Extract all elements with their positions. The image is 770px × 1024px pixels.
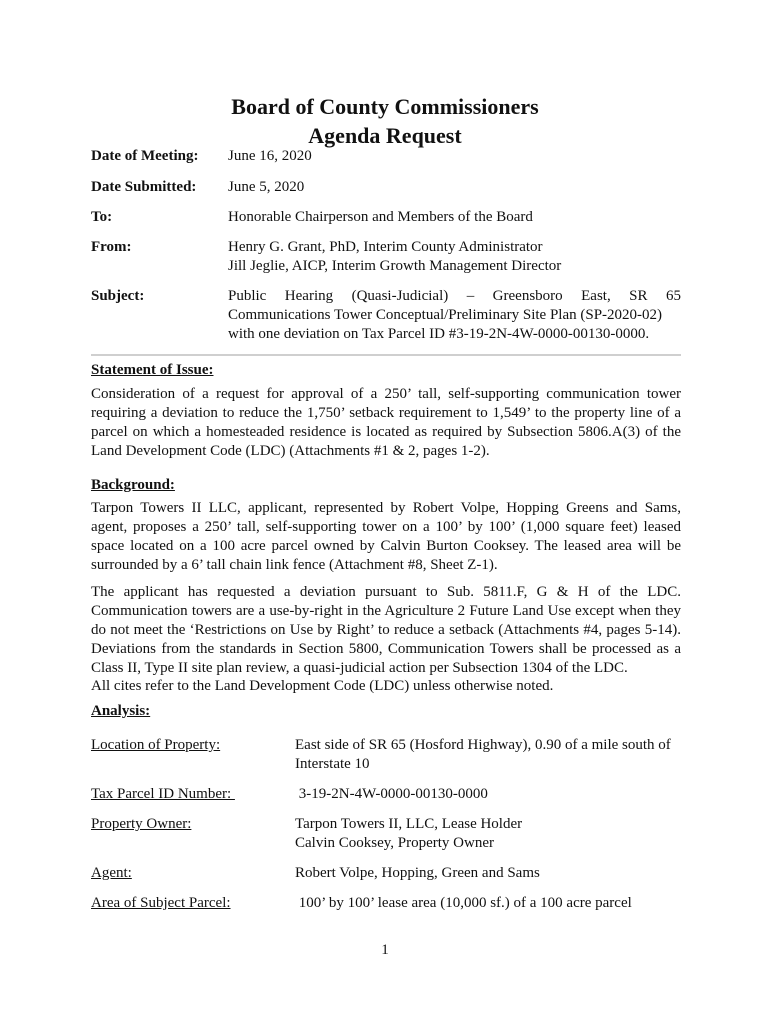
subject-line: with one deviation on Tax Parcel ID #3-19-2N-4W-0000-00130-0000.: [228, 326, 650, 342]
statement-heading: Statement of Issue:: [91, 362, 214, 378]
paragraph-line: Deviations from the standards in Section 5800, Communication Towers shall be processed as a: [91, 641, 681, 657]
subject-line: Public Hearing (Quasi-Judicial) – Greensboro East, SR 65: [228, 288, 681, 304]
analysis-row-owner: [91, 815, 681, 853]
analysis-value: Tarpon Towers II, LLC, Lease Holder: [295, 816, 523, 832]
to-label: To:: [91, 209, 113, 225]
from-line: Jill Jeglie, AICP, Interim Growth Management Director: [228, 258, 562, 274]
analysis-value: East side of SR 65 (Hosford Highway), 0.90 of a mile south of: [295, 737, 671, 753]
paragraph-line: requiring a deviation to reduce the 1,750’ setback requirement to 1,549’ to the property line of a: [91, 405, 681, 421]
paragraph-line: The applicant has requested a deviation pursuant to Sub. 5811.F, G & H of the LDC.: [91, 584, 681, 600]
background-paragraph-3: [91, 677, 681, 696]
meeting-date-label: Date of Meeting:: [91, 148, 199, 164]
submitted-date-label: Date Submitted:: [91, 179, 197, 195]
meeting-date-row: [91, 147, 681, 166]
analysis-value: 100’ by 100’ lease area (10,000 sf.) of a 100 acre parcel: [295, 895, 632, 911]
subject-line: Communications Tower Conceptual/Preliminary Site Plan (SP-2020-02): [228, 307, 663, 323]
from-row: [91, 238, 681, 276]
analysis-row-area: [91, 894, 681, 913]
paragraph-line: agent, proposes a 250’ tall, self-supporting tower on a 100’ by 100’ (1,000 square feet) leased: [91, 519, 681, 535]
analysis-label: Tax Parcel ID Number:: [91, 786, 235, 802]
paragraph-line: Communication towers are a use-by-right in the Agriculture 2 Future Land Use except when they: [91, 603, 681, 619]
background-paragraph-1: [91, 499, 681, 575]
analysis-label: Agent:: [91, 865, 132, 881]
to-value: Honorable Chairperson and Members of the Board: [228, 209, 533, 225]
submitted-date-value: June 5, 2020: [228, 179, 305, 195]
paragraph-line: surrounded by a 6’ tall chain link fence (Attachment #8, Sheet Z-1).: [91, 557, 498, 573]
page-number: 1: [381, 942, 389, 958]
paragraph-line: Tarpon Towers II LLC, applicant, represented by Robert Volpe, Hopping Greens and Sams,: [91, 500, 681, 516]
analysis-label: Location of Property:: [91, 737, 221, 753]
from-line: Henry G. Grant, PhD, Interim County Administrator: [228, 239, 543, 255]
analysis-value: Calvin Cooksey, Property Owner: [295, 835, 494, 851]
paragraph-line: Class II, Type II site plan review, a quasi-judicial action per Subsection 1304 of the LDC.: [91, 660, 628, 676]
paragraph-line: space located on a 100 acre parcel owned by Calvin Burton Cooksey. The leased area will be: [91, 538, 681, 554]
document-title: Board of County Commissioners: [231, 94, 539, 119]
document-subtitle: Agenda Request: [308, 123, 462, 148]
analysis-row-agent: [91, 864, 681, 883]
analysis-label: Property Owner:: [91, 816, 192, 832]
paragraph-line: Land Development Code (LDC) (Attachments #1 & 2, pages 1-2).: [91, 443, 490, 459]
from-label: From:: [91, 239, 132, 255]
analysis-heading: Analysis:: [91, 703, 151, 719]
analysis-value: Interstate 10: [295, 756, 370, 772]
analysis-row-location: [91, 736, 681, 774]
paragraph-line: parcel on which a homesteaded residence is located as required by Subsection 5806.A(3) of the: [91, 424, 681, 440]
background-heading: Background:: [91, 477, 175, 493]
paragraph-line: do not meet the ‘Restrictions on Use by Right’ to reduce a setback (Attachments #4, pages 5-14).: [91, 622, 681, 638]
analysis-value: 3-19-2N-4W-0000-00130-0000: [295, 786, 488, 802]
to-row: [91, 208, 681, 227]
paragraph-line: Consideration of a request for approval of a 250’ tall, self-supporting communication tower: [91, 386, 681, 402]
subject-label: Subject:: [91, 288, 145, 304]
subject-row: [91, 287, 681, 344]
analysis-row-tax-parcel: [91, 785, 681, 804]
background-paragraph-2: [91, 583, 681, 678]
analysis-label: Area of Subject Parcel:: [91, 895, 231, 911]
meeting-date-value: June 16, 2020: [228, 148, 312, 164]
submitted-date-row: [91, 178, 681, 197]
section-divider: [91, 354, 681, 356]
statement-paragraph: [91, 385, 681, 461]
analysis-value: Robert Volpe, Hopping, Green and Sams: [295, 865, 540, 881]
paragraph-line: All cites refer to the Land Development Code (LDC) unless otherwise noted.: [91, 678, 554, 694]
